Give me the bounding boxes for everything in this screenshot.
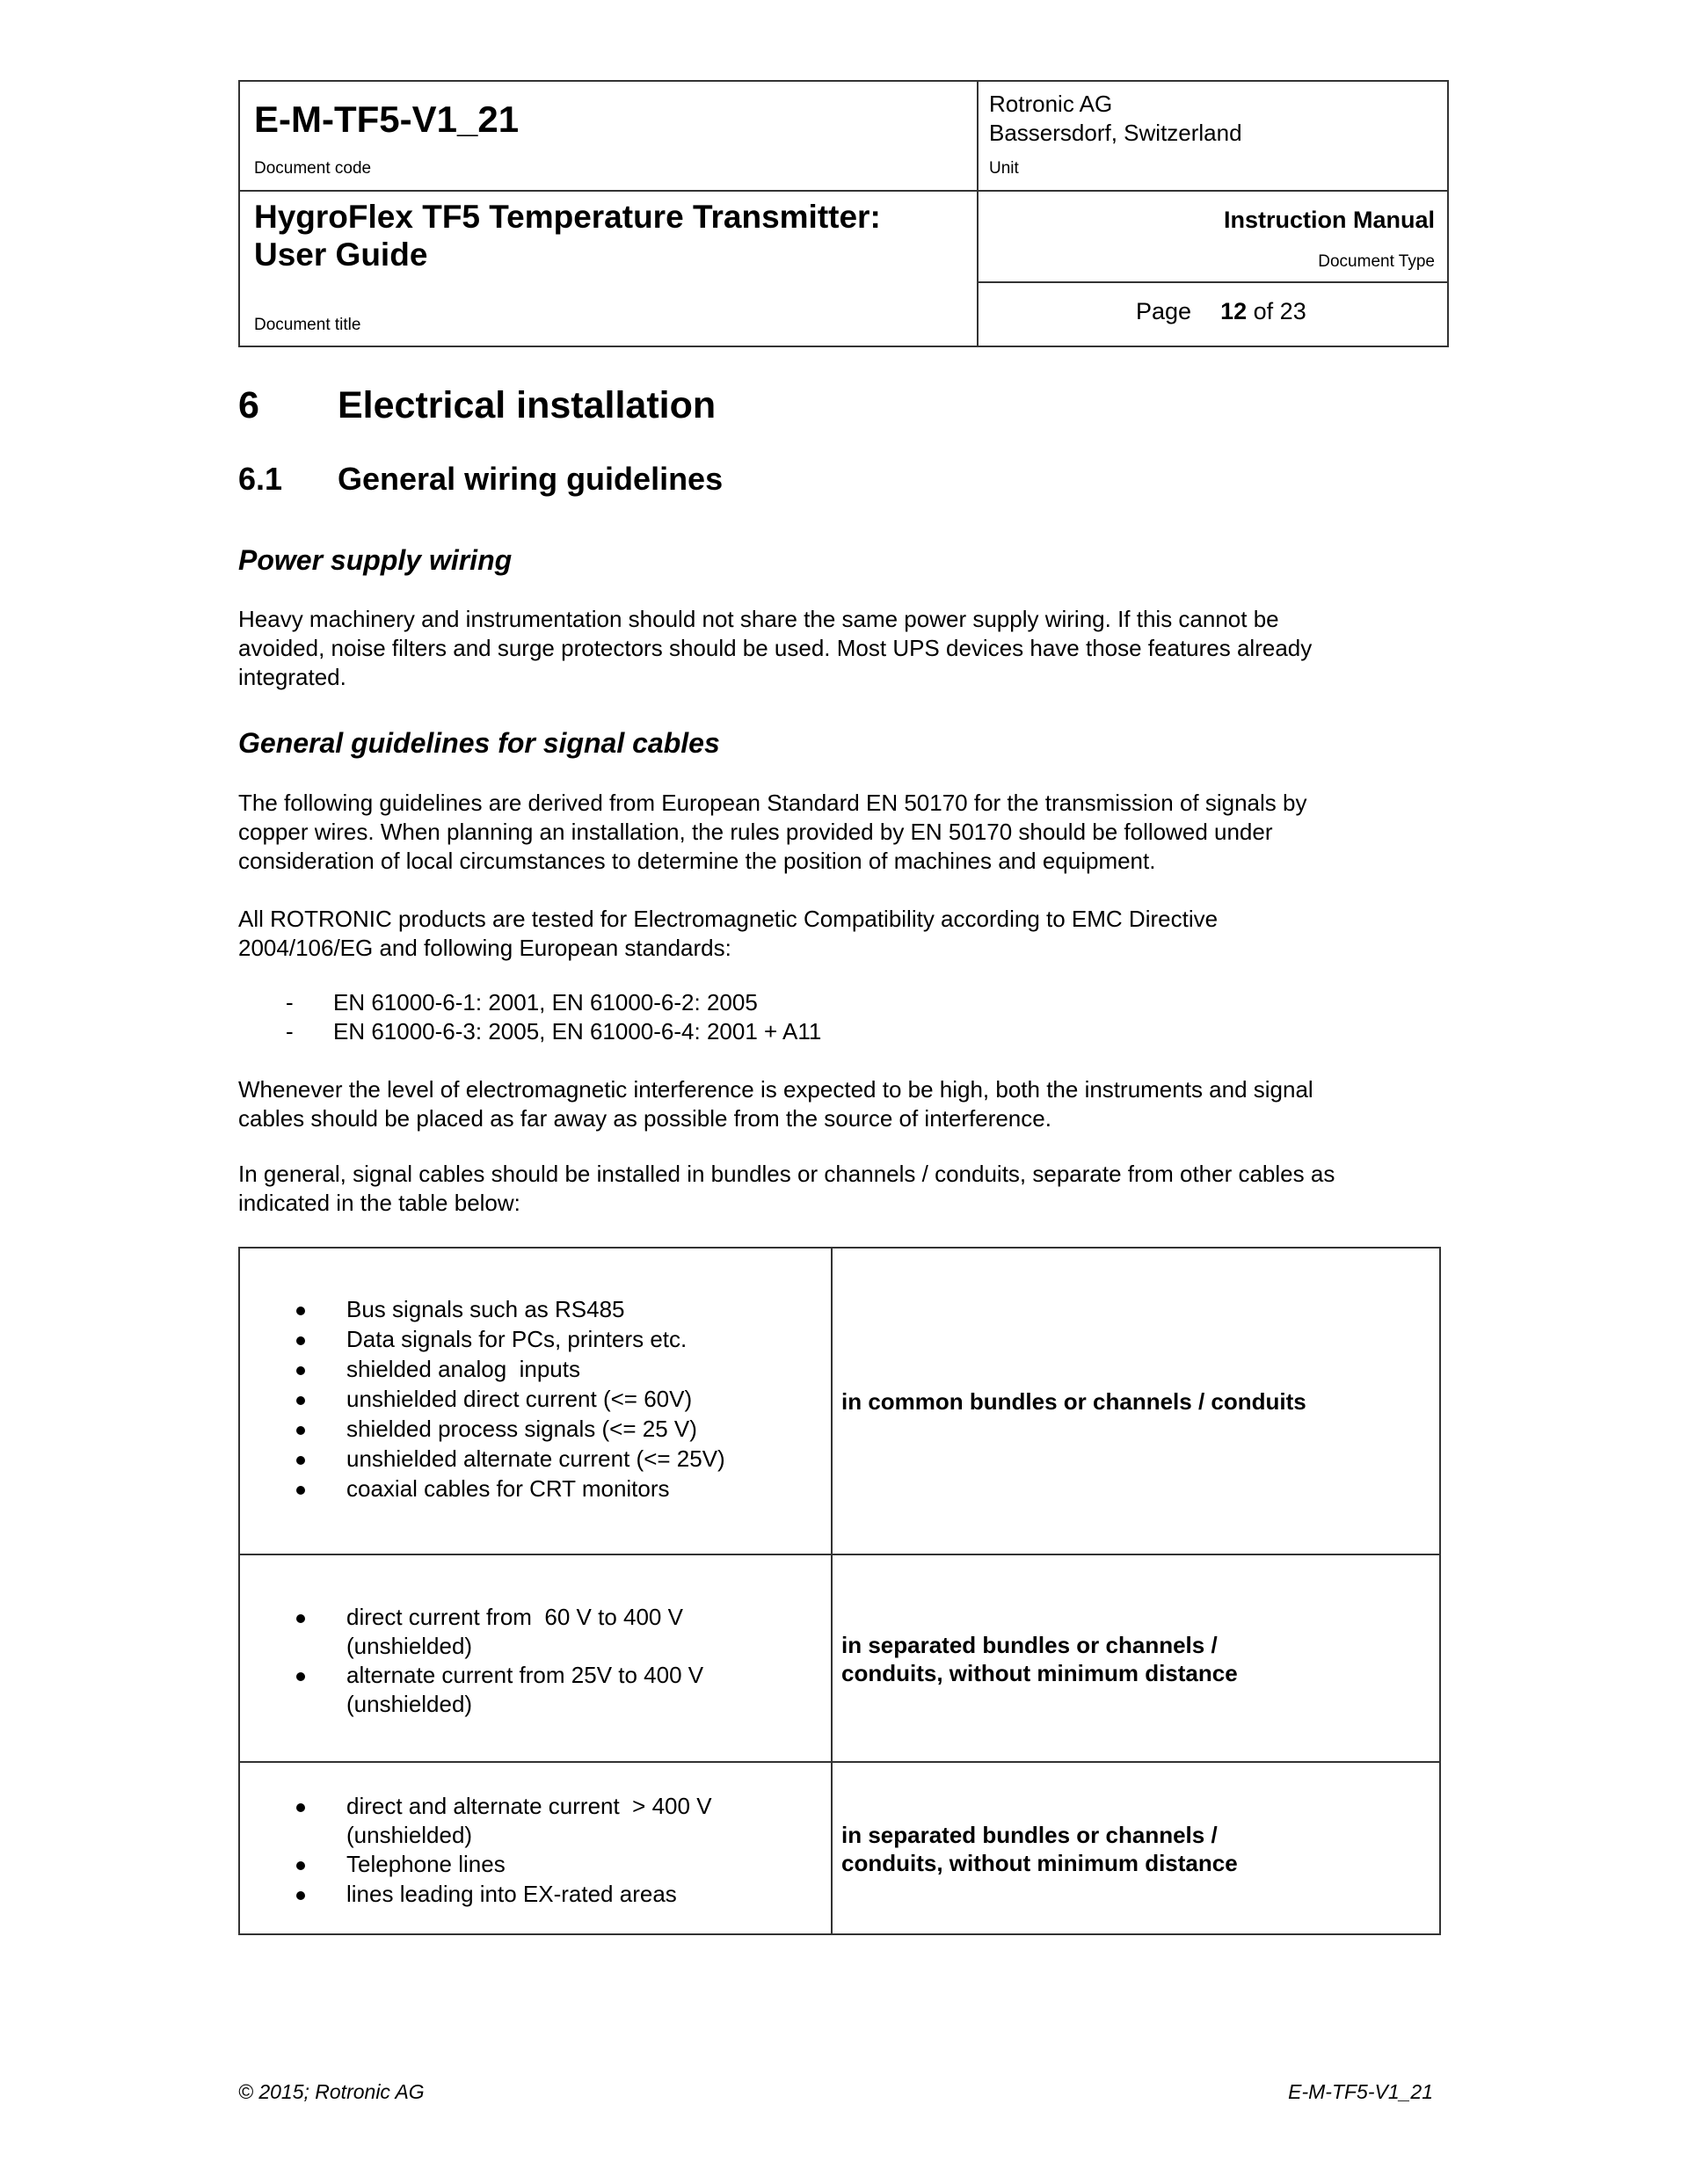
- footer-document-code: E-M-TF5-V1_21: [1288, 2080, 1433, 2103]
- bullet-icon: [296, 1803, 305, 1812]
- page-total: of 23: [1253, 298, 1306, 324]
- rule-line: conduits, without minimum distance: [841, 1660, 1238, 1686]
- bundles-paragraph: [238, 1160, 1335, 1218]
- cable-type: coaxial cables for CRT monitors: [346, 1475, 670, 1502]
- document-type: Instruction Manual: [1223, 207, 1435, 233]
- bullet-icon: [296, 1672, 305, 1681]
- rule-line: in separated bundles or channels /: [841, 1632, 1218, 1658]
- dash-marker: -: [286, 1017, 294, 1045]
- paragraph-line: Whenever the level of electromagnetic interference is expected to be high, both the instruments and signal: [238, 1076, 1313, 1103]
- bullet-icon: [296, 1336, 305, 1345]
- cable-type: Data signals for PCs, printers etc.: [346, 1326, 688, 1352]
- cable-type: Telephone lines: [346, 1851, 506, 1877]
- interference-paragraph: [238, 1075, 1313, 1133]
- paragraph-line: 2004/106/EG and following European standards:: [238, 934, 731, 961]
- bullet-icon: [296, 1861, 305, 1870]
- section-title: Electrical installation: [338, 384, 717, 426]
- power-supply-paragraph: [238, 605, 1312, 691]
- bullet-icon: [296, 1307, 305, 1315]
- unit-company: Rotronic AG: [989, 91, 1113, 117]
- installation-rule: in common bundles or channels / conduits: [841, 1388, 1306, 1415]
- paragraph-line: In general, signal cables should be installed in bundles or channels / conduits, separate from other cables as: [238, 1161, 1335, 1187]
- cable-type: shielded process signals (<= 25 V): [346, 1416, 697, 1442]
- header-row-divider: [238, 190, 1449, 192]
- paragraph-line: consideration of local circumstances to determine the position of machines and equipment.: [238, 847, 1156, 874]
- section-number: 6: [238, 384, 259, 426]
- cable-type: alternate current from 25V to 400 V: [346, 1662, 704, 1688]
- bullet-icon: [296, 1891, 305, 1900]
- cable-type: unshielded direct current (<= 60V): [346, 1386, 693, 1412]
- document-type-label: Document Type: [1318, 252, 1435, 271]
- page-label: Page: [1136, 298, 1192, 324]
- installation-rule: [841, 1821, 1238, 1877]
- cable-type-note: (unshielded): [346, 1633, 473, 1659]
- cable-type: direct and alternate current > 400 V: [346, 1793, 712, 1819]
- standards-list: [238, 988, 821, 1046]
- standard-text: EN 61000-6-3: 2005, EN 61000-6-4: 2001 + A11: [333, 1017, 822, 1045]
- table-row-divider: [238, 1761, 1441, 1763]
- document-title-line2: User Guide: [254, 237, 428, 273]
- cable-type: shielded analog inputs: [346, 1356, 580, 1382]
- subsection-number: 6.1: [238, 461, 283, 497]
- header-page-divider: [977, 281, 1449, 283]
- unit-label: Unit: [989, 159, 1019, 178]
- cable-type: unshielded alternate current (<= 25V): [346, 1445, 725, 1472]
- header-column-divider: [977, 80, 979, 347]
- paragraph-line: avoided, noise filters and surge protectors should be used. Most UPS devices have those features already: [238, 634, 1313, 661]
- paragraph-line: indicated in the table below:: [238, 1189, 520, 1216]
- bullet-icon: [296, 1486, 305, 1495]
- cable-type: Bus signals such as RS485: [346, 1296, 625, 1322]
- document-title-label: Document title: [254, 316, 361, 334]
- page-current: 12: [1220, 298, 1248, 324]
- bullet-icon: [296, 1456, 305, 1465]
- rule-line: conduits, without minimum distance: [841, 1850, 1238, 1876]
- table-row-divider: [238, 1554, 1441, 1555]
- footer-copyright: © 2015; Rotronic AG: [238, 2080, 425, 2103]
- cable-type-note: (unshielded): [346, 1822, 473, 1848]
- signal-cables-heading: General guidelines for signal cables: [238, 727, 720, 759]
- table-column-divider: [831, 1247, 833, 1935]
- paragraph-line: cables should be placed as far away as possible from the source of interference.: [238, 1104, 1051, 1132]
- emc-paragraph: [238, 905, 1218, 963]
- bullet-icon: [296, 1614, 305, 1623]
- unit-location: Bassersdorf, Switzerland: [989, 120, 1242, 146]
- power-supply-heading: Power supply wiring: [238, 544, 513, 576]
- rule-line: in separated bundles or channels /: [841, 1822, 1218, 1848]
- en50170-paragraph: [238, 789, 1306, 875]
- cable-type: lines leading into EX-rated areas: [346, 1881, 677, 1907]
- document-code: E-M-TF5-V1_21: [254, 98, 520, 140]
- paragraph-line: Heavy machinery and instrumentation should not share the same power supply wiring. If this cannot be: [238, 606, 1279, 632]
- list-item: [238, 1017, 821, 1046]
- standard-text: EN 61000-6-1: 2001, EN 61000-6-2: 2005: [333, 989, 758, 1016]
- cable-type: direct current from 60 V to 400 V: [346, 1604, 683, 1630]
- subsection-title: General wiring guidelines: [338, 461, 724, 497]
- page-indicator: [1136, 298, 1306, 325]
- bullet-icon: [296, 1426, 305, 1435]
- bullet-icon: [296, 1396, 305, 1405]
- document-code-label: Document code: [254, 159, 372, 178]
- list-item: [238, 988, 821, 1017]
- cable-type-note: (unshielded): [346, 1691, 473, 1717]
- paragraph-line: The following guidelines are derived from European Standard EN 50170 for the transmission of signals by: [238, 790, 1307, 816]
- paragraph-line: integrated.: [238, 663, 346, 690]
- paragraph-line: copper wires. When planning an installation, the rules provided by EN 50170 should be followed under: [238, 818, 1273, 845]
- installation-rule: [841, 1631, 1238, 1687]
- bullet-icon: [296, 1366, 305, 1375]
- dash-marker: -: [286, 989, 294, 1016]
- document-title-line1: HygroFlex TF5 Temperature Transmitter:: [254, 199, 881, 235]
- paragraph-line: All ROTRONIC products are tested for Electromagnetic Compatibility according to EMC Directive: [238, 906, 1219, 932]
